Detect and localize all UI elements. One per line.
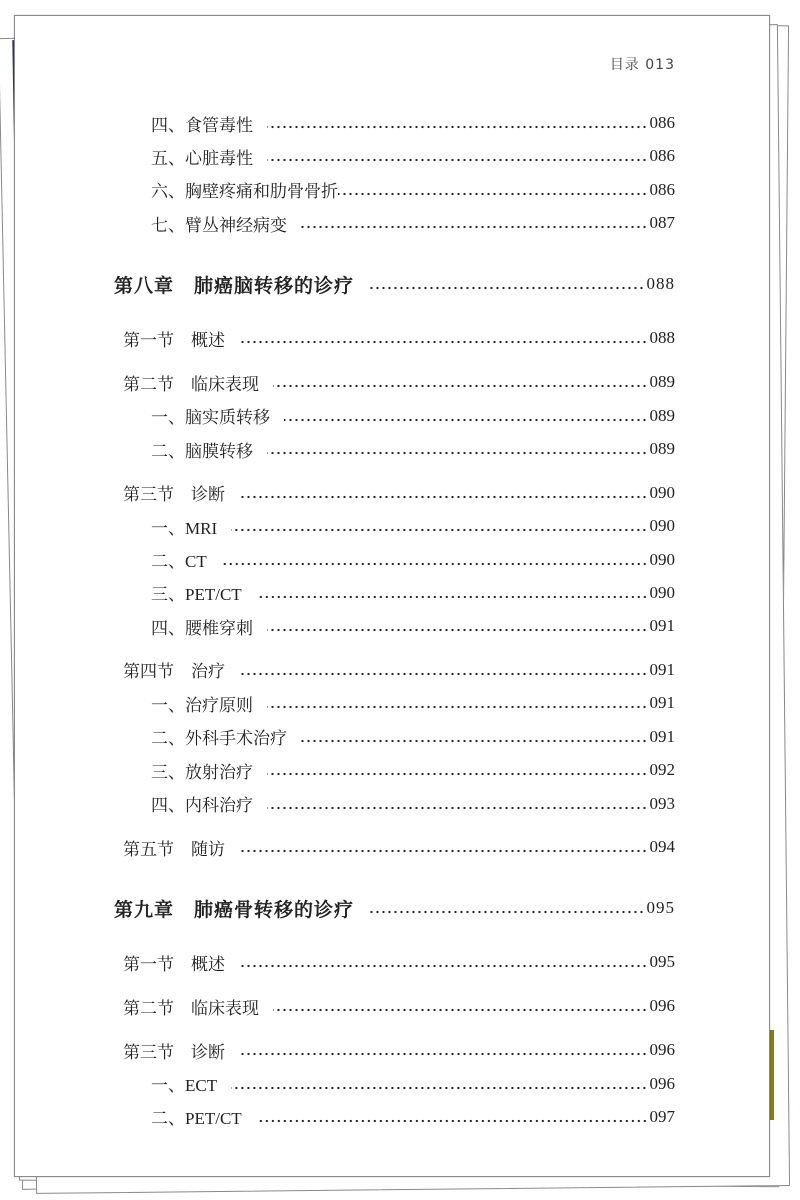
toc-item-entry[interactable]: [151, 581, 675, 605]
entry-page-number: 093: [649, 793, 675, 813]
toc-section-entry[interactable]: [123, 481, 675, 505]
dot-leader: [239, 964, 648, 968]
entry-title: 六、胸壁疼痛和肋骨骨折: [151, 182, 338, 202]
toc-item-entry[interactable]: [151, 1072, 675, 1096]
entry-title: 二、外科手术治疗: [151, 729, 287, 749]
entry-title: 第一节 概述: [123, 330, 225, 350]
entry-page-number: 086: [649, 179, 675, 199]
toc-item-entry[interactable]: [151, 211, 675, 235]
toc-item-entry[interactable]: [151, 111, 675, 135]
dot-leader: [267, 125, 648, 129]
toc-item-entry[interactable]: [151, 178, 675, 202]
dot-leader: [256, 595, 648, 599]
dot-leader: [301, 225, 648, 229]
dot-leader: [368, 286, 644, 290]
dot-leader: [256, 1119, 648, 1123]
entry-page-number: 090: [649, 549, 675, 569]
dot-leader: [239, 1052, 648, 1056]
entry-title: 四、食管毒性: [151, 115, 253, 135]
entry-title: 七、臂丛神经病变: [151, 215, 287, 235]
dot-leader: [267, 628, 648, 632]
entry-title: 二、脑膜转移: [151, 441, 253, 461]
entry-title: 第二节 临床表现: [123, 374, 259, 394]
toc-item-entry[interactable]: [151, 437, 675, 461]
toc-section-entry[interactable]: [123, 835, 675, 859]
entry-title: 三、PET/CT: [151, 585, 242, 605]
toc-section-entry[interactable]: [123, 950, 675, 974]
dot-leader: [273, 384, 648, 388]
entry-page-number: 091: [649, 659, 675, 679]
entry-page-number: 089: [649, 439, 675, 459]
entry-title: 二、CT: [151, 552, 207, 571]
entry-title: 三、放射治疗: [151, 762, 253, 782]
entry-title: 第二节 临床表现: [123, 998, 259, 1018]
toc-section-entry[interactable]: [123, 658, 675, 682]
entry-title: 四、腰椎穿刺: [151, 618, 253, 638]
entry-page-number: 090: [649, 482, 675, 502]
dot-leader: [284, 418, 648, 422]
toc-item-entry[interactable]: [151, 725, 675, 749]
toc-section-entry[interactable]: [123, 370, 675, 394]
toc-chapter-entry[interactable]: [114, 896, 675, 920]
toc-item-entry[interactable]: [151, 548, 675, 572]
entry-title: 第九章 肺癌骨转移的诊疗: [114, 899, 355, 921]
toc-page: [14, 15, 770, 1177]
entry-title: 二、PET/CT: [151, 1109, 242, 1129]
entry-page-number: 086: [649, 113, 675, 132]
running-header: [610, 54, 675, 74]
toc-item-entry[interactable]: [151, 691, 675, 715]
header-page-number: 013: [645, 57, 675, 73]
entry-title: 一、治疗原则: [151, 695, 253, 715]
toc-item-entry[interactable]: [151, 792, 675, 816]
dot-leader: [301, 739, 648, 743]
toc-item-entry[interactable]: [151, 144, 675, 168]
dot-leader: [273, 1008, 648, 1012]
dot-leader: [221, 562, 648, 566]
toc-section-entry[interactable]: [123, 326, 675, 350]
dot-leader: [231, 528, 647, 532]
dot-leader: [239, 672, 648, 676]
toc-item-entry[interactable]: [151, 514, 675, 538]
entry-page-number: 095: [646, 898, 675, 917]
dot-leader: [267, 158, 648, 162]
entry-page-number: 089: [649, 372, 675, 392]
dot-leader: [239, 495, 648, 499]
toc-section-entry[interactable]: [123, 1038, 675, 1062]
dot-leader: [368, 910, 644, 914]
toc-item-entry[interactable]: [151, 1105, 675, 1129]
entry-page-number: 087: [649, 213, 675, 233]
header-section: 目录: [609, 57, 640, 73]
entry-page-number: 094: [649, 837, 675, 856]
entry-page-number: 088: [649, 328, 675, 348]
entry-page-number: 088: [646, 274, 675, 294]
toc-item-entry[interactable]: [151, 614, 675, 638]
entry-title: 第八章 肺癌脑转移的诊疗: [114, 275, 355, 297]
entry-title: 第四节 治疗: [123, 662, 225, 682]
toc-item-entry[interactable]: [151, 758, 675, 782]
entry-title: 第一节 概述: [123, 954, 225, 974]
entry-page-number: 086: [649, 146, 675, 166]
entry-page-number: 091: [649, 693, 675, 713]
dot-leader: [267, 705, 648, 709]
entry-page-number: 095: [649, 952, 675, 971]
entry-title: 一、脑实质转移: [151, 408, 270, 428]
entry-page-number: 097: [649, 1106, 675, 1126]
toc-section-entry[interactable]: [123, 994, 675, 1018]
dot-leader: [239, 849, 648, 853]
entry-page-number: 089: [649, 405, 675, 425]
entry-page-number: 096: [649, 996, 675, 1015]
toc-chapter-entry[interactable]: [114, 272, 675, 296]
entry-title: 第三节 诊断: [123, 485, 225, 505]
entry-title: 五、心脏毒性: [151, 148, 253, 168]
dot-leader: [338, 192, 648, 196]
dot-leader: [239, 340, 648, 344]
entry-page-number: 096: [649, 1073, 675, 1093]
entry-page-number: 091: [649, 726, 675, 746]
toc-item-entry[interactable]: [151, 404, 675, 428]
entry-page-number: 090: [649, 582, 675, 602]
entry-page-number: 092: [649, 760, 675, 780]
entry-page-number: 096: [649, 1040, 675, 1059]
dot-leader: [267, 451, 648, 455]
entry-title: 一、ECT: [151, 1076, 218, 1095]
entry-title: 第五节 随访: [123, 839, 225, 859]
dot-leader: [267, 806, 648, 810]
entry-title: 四、内科治疗: [151, 796, 253, 815]
entry-page-number: 091: [649, 616, 675, 636]
entry-title: 一、MRI: [151, 518, 218, 538]
entry-page-number: 090: [649, 516, 675, 536]
dot-leader: [267, 772, 648, 776]
entry-title: 第三节 诊断: [123, 1042, 225, 1062]
dot-leader: [231, 1086, 647, 1090]
